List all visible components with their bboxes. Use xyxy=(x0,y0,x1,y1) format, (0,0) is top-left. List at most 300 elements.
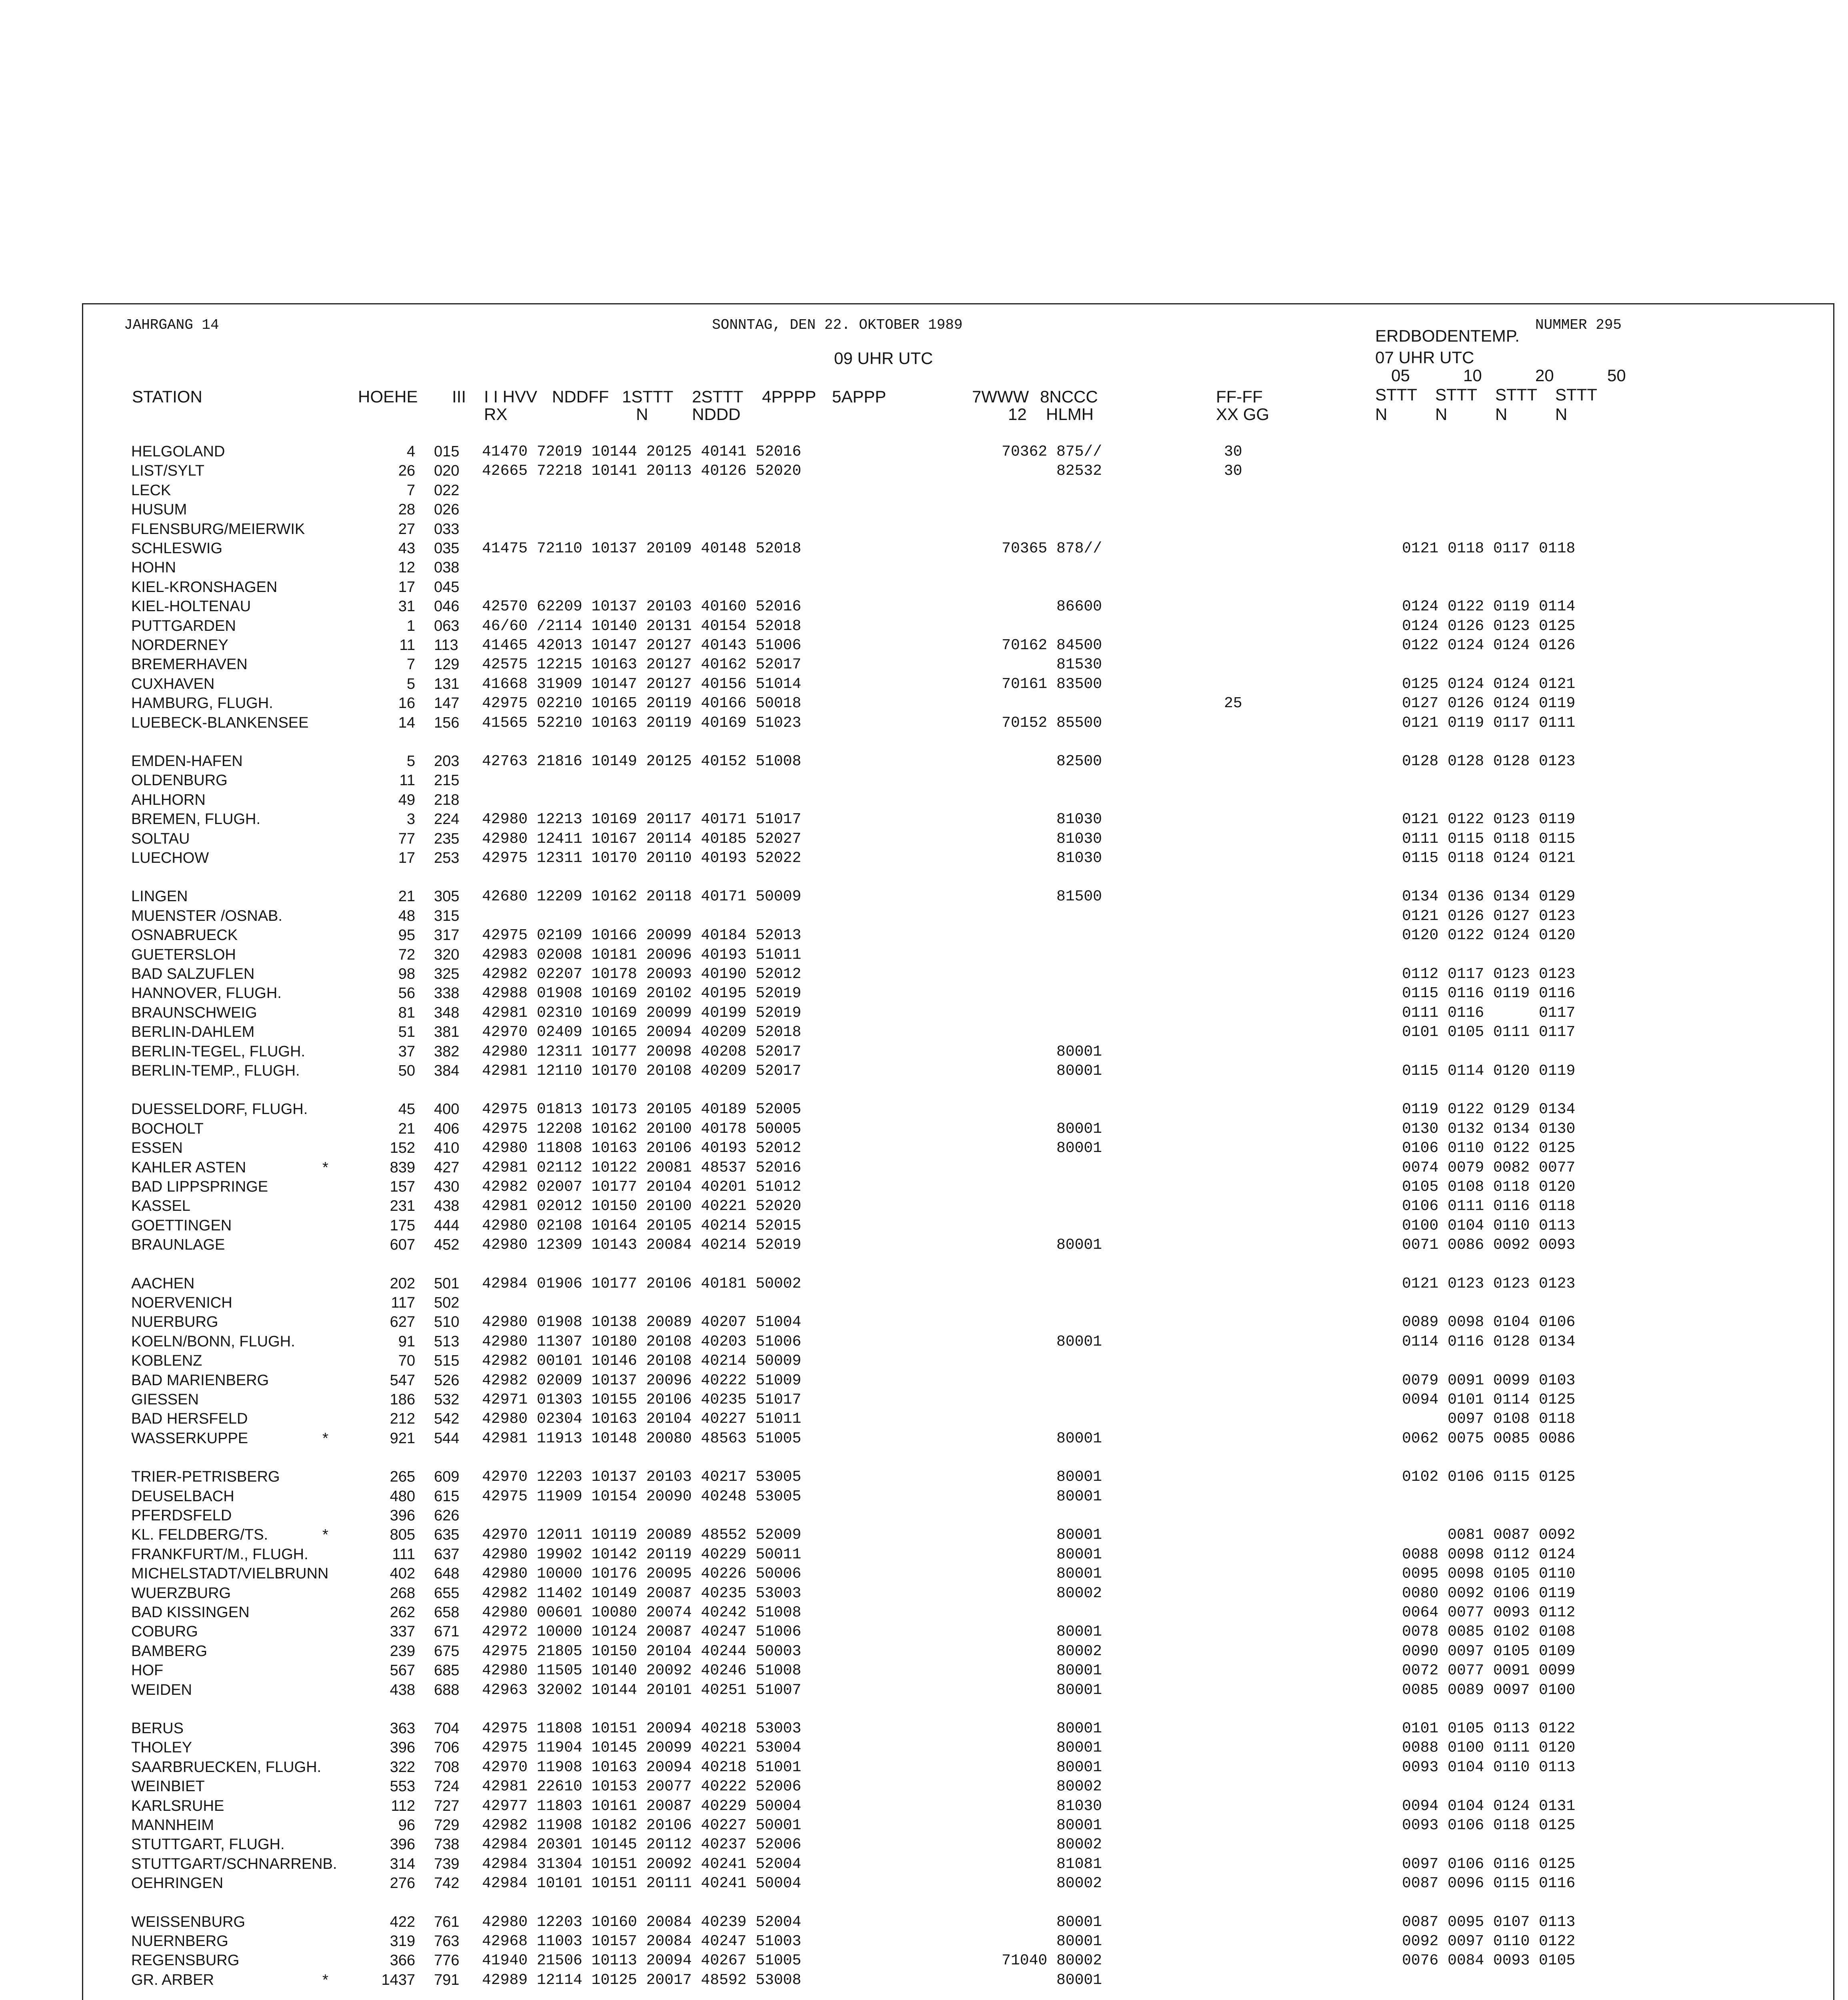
table-row xyxy=(0,1526,1848,1546)
col-soil-sttt-20: STTT xyxy=(1495,385,1537,404)
soil-temps: 0064 0077 0093 0112 xyxy=(1402,1604,1576,1621)
obs-groups: 42970 12203 10137 20103 40217 53005 xyxy=(482,1468,802,1486)
col-station: STATION xyxy=(132,387,202,406)
station-name: MICHELSTADT/VIELBRUNN xyxy=(131,1565,329,1582)
table-row xyxy=(0,1004,1848,1024)
synop-groups: 70152 85500 xyxy=(1002,714,1102,732)
soil-temps: 0115 0116 0119 0116 xyxy=(1402,985,1576,1002)
table-row xyxy=(0,1604,1848,1623)
station-name: BREMERHAVEN xyxy=(131,656,248,673)
soil-temps: 0071 0086 0092 0093 xyxy=(1402,1236,1576,1254)
soil-temps: 0087 0096 0115 0116 xyxy=(1402,1875,1576,1892)
obs-groups: 42971 01303 10155 20106 40235 51017 xyxy=(482,1391,802,1408)
obs-groups: 42980 11505 10140 20092 40246 51008 xyxy=(482,1662,802,1679)
table-row xyxy=(0,830,1848,850)
station-height: 45 xyxy=(398,1101,415,1118)
station-height: 50 xyxy=(398,1062,415,1079)
station-name: MUENSTER /OSNAB. xyxy=(131,908,282,924)
synop-groups: 82500 xyxy=(1056,753,1102,770)
time-label: 09 UHR UTC xyxy=(834,349,933,368)
synop-groups: 80001 xyxy=(1056,1933,1102,1950)
station-height: 43 xyxy=(398,540,415,557)
station-number: 685 xyxy=(434,1662,460,1679)
table-row xyxy=(0,1275,1848,1294)
station-height: 402 xyxy=(390,1565,415,1582)
station-height: 1 xyxy=(406,618,415,634)
station-height: 175 xyxy=(390,1217,415,1234)
table-row xyxy=(0,1043,1848,1062)
station-name: NUERNBERG xyxy=(131,1933,228,1950)
station-height: 56 xyxy=(398,985,415,1002)
obs-groups: 42980 19902 10142 20119 40229 50011 xyxy=(482,1546,802,1563)
table-row xyxy=(0,908,1848,927)
soil-temps: 0090 0097 0105 0109 xyxy=(1402,1643,1576,1660)
obs-groups: 42984 31304 10151 20092 40241 52004 xyxy=(482,1856,802,1873)
station-name: GIESSEN xyxy=(131,1391,199,1408)
synop-groups: 80001 xyxy=(1056,1120,1102,1138)
station-name: BERLIN-TEMP., FLUGH. xyxy=(131,1062,300,1079)
station-number: 384 xyxy=(434,1062,460,1079)
synop-groups: 80002 xyxy=(1056,1778,1102,1795)
soil-temps: 0121 0123 0123 0123 xyxy=(1402,1275,1576,1292)
station-number: 235 xyxy=(434,830,460,847)
station-name: DEUSELBACH xyxy=(131,1488,234,1505)
table-row xyxy=(0,1468,1848,1488)
station-name: WEIDEN xyxy=(131,1682,192,1698)
station-number: 348 xyxy=(434,1004,460,1021)
col-soil-sttt-10: STTT xyxy=(1435,385,1477,404)
table-row xyxy=(0,1662,1848,1681)
station-name: PUTTGARDEN xyxy=(131,618,236,634)
station-number: 131 xyxy=(434,676,460,692)
station-height: 112 xyxy=(391,1798,415,1814)
station-height: 607 xyxy=(390,1236,415,1253)
soil-temps: 0130 0132 0134 0130 xyxy=(1402,1120,1576,1138)
station-number: 406 xyxy=(434,1120,460,1137)
table-row xyxy=(0,985,1848,1004)
obs-groups: 42570 62209 10137 20103 40160 52016 xyxy=(482,598,802,615)
soil-temps: 0122 0124 0124 0126 xyxy=(1402,637,1576,654)
soil-temps: 0111 0115 0118 0115 xyxy=(1402,830,1576,848)
table-row xyxy=(0,1333,1848,1352)
soil-temps: 0100 0104 0110 0113 xyxy=(1402,1217,1576,1234)
synop-groups: 80002 xyxy=(1056,1643,1102,1660)
table-row xyxy=(0,1101,1848,1120)
station-name: SOLTAU xyxy=(131,830,190,847)
soil-temps: 0101 0105 0113 0122 xyxy=(1402,1720,1576,1737)
col-depth-50: 50 xyxy=(1607,366,1626,385)
station-height: 5 xyxy=(406,753,415,770)
station-number: 544 xyxy=(434,1430,460,1447)
station-height: 31 xyxy=(398,598,415,615)
obs-groups: 42975 21805 10150 20104 40244 50003 xyxy=(482,1643,802,1660)
station-name: THOLEY xyxy=(131,1739,192,1756)
station-number: 430 xyxy=(434,1178,460,1195)
station-number: 033 xyxy=(434,521,460,538)
table-row xyxy=(0,1778,1848,1797)
station-name: WEISSENBURG xyxy=(131,1914,246,1930)
synop-groups: 70362 875// xyxy=(1002,443,1102,460)
col-iii: III xyxy=(452,387,466,406)
station-height: 16 xyxy=(398,695,415,712)
soil-temps: 0080 0092 0106 0119 xyxy=(1402,1585,1576,1602)
station-number: 400 xyxy=(434,1101,460,1118)
soil-temps: 0101 0105 0111 0117 xyxy=(1402,1024,1576,1041)
synop-groups: 80001 xyxy=(1056,1430,1102,1447)
station-name: WEINBIET xyxy=(131,1778,205,1795)
table-row xyxy=(0,1372,1848,1391)
soil-temps: 0076 0084 0093 0105 xyxy=(1402,1952,1576,1969)
soil-temps: 0078 0085 0102 0108 xyxy=(1402,1623,1576,1640)
table-row xyxy=(0,1682,1848,1701)
col-soil-sttt-50: STTT xyxy=(1555,385,1597,404)
station-height: 1437 xyxy=(381,1972,415,1988)
station-name: LUEBECK-BLANKENSEE xyxy=(131,714,309,731)
obs-groups: 42981 02310 10169 20099 40199 52019 xyxy=(482,1004,802,1022)
station-name: BAD LIPPSPRINGE xyxy=(131,1178,268,1195)
station-number: 635 xyxy=(434,1526,460,1543)
station-height: 28 xyxy=(398,501,415,518)
station-number: 724 xyxy=(434,1778,460,1795)
station-height: 5 xyxy=(406,676,415,692)
station-number: 026 xyxy=(434,501,460,518)
table-row xyxy=(0,1759,1848,1778)
table-row xyxy=(0,811,1848,830)
synop-groups: 80001 xyxy=(1056,1565,1102,1582)
station-name: LUECHOW xyxy=(131,850,209,866)
soil-temp-title: ERDBODENTEMP. xyxy=(1375,326,1520,345)
station-height: 157 xyxy=(390,1178,415,1195)
station-number: 615 xyxy=(434,1488,460,1505)
station-number: 035 xyxy=(434,540,460,557)
table-row xyxy=(0,637,1848,656)
station-name: LINGEN xyxy=(131,888,188,905)
station-name: ESSEN xyxy=(131,1140,183,1156)
station-height: 4 xyxy=(406,443,415,460)
col-2sttt: 2STTT xyxy=(692,387,744,406)
station-height: 3 xyxy=(406,811,415,828)
table-row xyxy=(0,1623,1848,1642)
table-row xyxy=(0,559,1848,578)
table-row xyxy=(0,714,1848,734)
station-name: OLDENBURG xyxy=(131,772,228,789)
table-row xyxy=(0,1178,1848,1198)
soil-temps: 0112 0117 0123 0123 xyxy=(1402,966,1576,983)
soil-temps: 0081 0087 0092 xyxy=(1402,1526,1576,1544)
station-number: 542 xyxy=(434,1410,460,1427)
obs-groups: 42980 10000 10176 20095 40226 50006 xyxy=(482,1565,802,1582)
soil-temp-time: 07 UHR UTC xyxy=(1375,348,1474,367)
obs-groups: 42975 12311 10170 20110 40193 52022 xyxy=(482,850,802,867)
synop-groups: 81500 xyxy=(1056,888,1102,905)
station-height: 26 xyxy=(398,462,415,479)
soil-temps: 0087 0095 0107 0113 xyxy=(1402,1914,1576,1931)
obs-groups: 42988 01908 10169 20102 40195 52019 xyxy=(482,985,802,1002)
station-name: DUESSELDORF, FLUGH. xyxy=(131,1101,308,1118)
table-row xyxy=(0,1488,1848,1507)
obs-groups: 42575 12215 10163 20127 40162 52017 xyxy=(482,656,802,673)
station-height: 553 xyxy=(390,1778,415,1795)
col-ff-ff: FF-FF xyxy=(1216,387,1263,406)
synop-groups: 70161 83500 xyxy=(1002,676,1102,693)
obs-groups: 42680 12209 10162 20118 40171 50009 xyxy=(482,888,802,905)
station-height: 438 xyxy=(390,1682,415,1698)
obs-groups: 42970 12011 10119 20089 48552 52009 xyxy=(482,1526,802,1544)
station-number: 224 xyxy=(434,811,460,828)
soil-temps: 0121 0118 0117 0118 xyxy=(1402,540,1576,557)
station-height: 480 xyxy=(390,1488,415,1505)
station-height: 322 xyxy=(390,1759,415,1776)
col-nddff: NDDFF xyxy=(552,387,609,406)
soil-temps: 0121 0119 0117 0111 xyxy=(1402,714,1576,732)
synop-groups: 70162 84500 xyxy=(1002,637,1102,654)
soil-temps: 0121 0122 0123 0119 xyxy=(1402,811,1576,828)
station-number: 763 xyxy=(434,1933,460,1950)
station-number: 513 xyxy=(434,1333,460,1350)
station-number: 515 xyxy=(434,1352,460,1369)
table-row xyxy=(0,618,1848,637)
station-number: 113 xyxy=(434,637,458,654)
obs-groups: 42982 11908 10182 20106 40227 50001 xyxy=(482,1817,802,1834)
station-number: 381 xyxy=(434,1024,460,1040)
station-name: NOERVENICH xyxy=(131,1294,232,1311)
station-height: 111 xyxy=(392,1546,415,1563)
table-row xyxy=(0,1933,1848,1952)
station-height: 17 xyxy=(398,579,415,596)
station-name: SCHLESWIG xyxy=(131,540,223,557)
table-row xyxy=(0,1972,1848,1991)
station-name: GOETTINGEN xyxy=(131,1217,232,1234)
station-name: BREMEN, FLUGH. xyxy=(131,811,261,828)
obs-groups: 42975 11808 10151 20094 40218 53003 xyxy=(482,1720,802,1737)
table-row xyxy=(0,1198,1848,1217)
mountain-marker: * xyxy=(322,1972,328,1988)
obs-groups: 42970 11908 10163 20094 40218 51001 xyxy=(482,1759,802,1776)
soil-temps: 0115 0114 0120 0119 xyxy=(1402,1062,1576,1080)
synop-groups: 80001 xyxy=(1056,1062,1102,1080)
soil-temps: 0095 0098 0105 0110 xyxy=(1402,1565,1576,1582)
col-7www-12: 12 xyxy=(1008,405,1027,424)
station-number: 410 xyxy=(434,1140,460,1156)
station-name: MANNHEIM xyxy=(131,1817,214,1834)
soil-temps: 0134 0136 0134 0129 xyxy=(1402,888,1576,905)
obs-groups: 42982 02009 10137 20096 40222 51009 xyxy=(482,1372,802,1389)
station-number: 338 xyxy=(434,985,460,1002)
table-row xyxy=(0,1817,1848,1836)
station-number: 147 xyxy=(434,695,460,712)
station-number: 738 xyxy=(434,1836,460,1853)
station-number: 776 xyxy=(434,1952,460,1969)
table-row xyxy=(0,1236,1848,1256)
synop-groups: 71040 80002 xyxy=(1002,1952,1102,1969)
station-height: 70 xyxy=(398,1352,415,1369)
station-number: 526 xyxy=(434,1372,460,1389)
table-row xyxy=(0,521,1848,540)
obs-groups: 42984 20301 10145 20112 40237 52006 xyxy=(482,1836,802,1853)
station-name: HUSUM xyxy=(131,501,187,518)
station-number: 203 xyxy=(434,753,460,770)
synop-groups: 80001 xyxy=(1056,1043,1102,1060)
station-height: 627 xyxy=(390,1314,415,1330)
station-number: 791 xyxy=(434,1972,460,1988)
station-name: KAHLER ASTEN xyxy=(131,1159,246,1176)
table-row xyxy=(0,598,1848,617)
station-name: BAD KISSINGEN xyxy=(131,1604,250,1621)
soil-temps: 0106 0111 0116 0118 xyxy=(1402,1198,1576,1215)
table-row xyxy=(0,1856,1848,1875)
obs-groups: 42763 21816 10149 20125 40152 51008 xyxy=(482,753,802,770)
station-number: 688 xyxy=(434,1682,460,1698)
col-rx: RX xyxy=(484,405,508,424)
synop-groups: 80001 xyxy=(1056,1546,1102,1563)
station-name: KARLSRUHE xyxy=(131,1798,224,1814)
obs-groups: 41565 52210 10163 20119 40169 51023 xyxy=(482,714,802,732)
obs-groups: 41470 72019 10144 20125 40141 52016 xyxy=(482,443,802,460)
station-height: 98 xyxy=(398,966,415,982)
obs-groups: 42982 02007 10177 20104 40201 51012 xyxy=(482,1178,802,1196)
station-height: 7 xyxy=(406,656,415,673)
obs-groups: 42980 12213 10169 20117 40171 51017 xyxy=(482,811,802,828)
soil-temps: 0121 0126 0127 0123 xyxy=(1402,908,1576,925)
station-height: 567 xyxy=(390,1662,415,1679)
table-row xyxy=(0,888,1848,907)
station-number: 708 xyxy=(434,1759,460,1776)
table-row xyxy=(0,1739,1848,1758)
table-row xyxy=(0,792,1848,811)
soil-temps: 0105 0108 0118 0120 xyxy=(1402,1178,1576,1196)
station-number: 215 xyxy=(434,772,460,789)
soil-temps: 0094 0101 0114 0125 xyxy=(1402,1391,1576,1408)
synop-groups: 80001 xyxy=(1056,1526,1102,1544)
obs-groups: 42982 00101 10146 20108 40214 50009 xyxy=(482,1352,802,1370)
station-height: 839 xyxy=(390,1159,415,1176)
col-height: HOEHE xyxy=(358,387,418,406)
col-4pppp: 4PPPP xyxy=(762,387,816,406)
soil-temps: 0079 0091 0099 0103 xyxy=(1402,1372,1576,1389)
col-xx-gg: XX GG xyxy=(1216,405,1270,424)
station-name: KIEL-HOLTENAU xyxy=(131,598,251,615)
synop-groups: 86600 xyxy=(1056,598,1102,615)
station-number: 438 xyxy=(434,1198,460,1214)
table-row xyxy=(0,1546,1848,1565)
station-name: GR. ARBER xyxy=(131,1972,214,1988)
table-row xyxy=(0,946,1848,966)
station-number: 626 xyxy=(434,1507,460,1524)
table-row xyxy=(0,1952,1848,1971)
obs-groups: 42981 22610 10153 20077 40222 52006 xyxy=(482,1778,802,1795)
table-row xyxy=(0,695,1848,714)
col-1sttt: 1STTT xyxy=(622,387,674,406)
station-number: 671 xyxy=(434,1623,460,1640)
obs-groups: 42982 11402 10149 20087 40235 53003 xyxy=(482,1585,802,1602)
obs-groups: 42980 00601 10080 20074 40242 51008 xyxy=(482,1604,802,1621)
station-height: 96 xyxy=(398,1817,415,1834)
col-soil-n-05: N xyxy=(1375,405,1388,424)
synop-groups: 80001 xyxy=(1056,1468,1102,1486)
station-number: 532 xyxy=(434,1391,460,1408)
table-row xyxy=(0,1217,1848,1236)
synop-groups: 80001 xyxy=(1056,1720,1102,1737)
station-number: 510 xyxy=(434,1314,460,1330)
col-depth-10: 10 xyxy=(1463,366,1482,385)
table-row xyxy=(0,772,1848,791)
station-height: 212 xyxy=(390,1410,415,1427)
station-height: 396 xyxy=(390,1739,415,1756)
station-height: 202 xyxy=(390,1275,415,1292)
gust-groups: 30 xyxy=(1224,443,1242,460)
station-number: 704 xyxy=(434,1720,460,1737)
obs-groups: 41940 21506 10113 20094 40267 51005 xyxy=(482,1952,802,1969)
synop-groups: 80001 xyxy=(1056,1759,1102,1776)
station-name: BERLIN-TEGEL, FLUGH. xyxy=(131,1043,305,1060)
station-height: 231 xyxy=(390,1198,415,1214)
station-height: 422 xyxy=(390,1914,415,1930)
synop-groups: 80001 xyxy=(1056,1972,1102,1989)
station-height: 268 xyxy=(390,1585,415,1602)
station-number: 045 xyxy=(434,579,460,596)
station-number: 444 xyxy=(434,1217,460,1234)
station-name: KOBLENZ xyxy=(131,1352,202,1369)
soil-temps: 0072 0077 0091 0099 xyxy=(1402,1662,1576,1679)
obs-groups: 42984 10101 10151 20111 40241 50004 xyxy=(482,1875,802,1892)
gust-groups: 25 xyxy=(1224,695,1242,712)
station-height: 17 xyxy=(398,850,415,866)
table-row xyxy=(0,1159,1848,1178)
station-number: 452 xyxy=(434,1236,460,1253)
soil-temps: 0124 0122 0119 0114 xyxy=(1402,598,1576,615)
obs-groups: 42980 02108 10164 20105 40214 52015 xyxy=(482,1217,802,1234)
station-name: NORDERNEY xyxy=(131,637,228,654)
station-name: AACHEN xyxy=(131,1275,195,1292)
station-name: STUTTGART/SCHNARRENB. xyxy=(131,1856,337,1872)
station-height: 72 xyxy=(398,946,415,963)
synop-groups: 81030 xyxy=(1056,1798,1102,1815)
station-name: WASSERKUPPE xyxy=(131,1430,248,1447)
soil-temps: 0085 0089 0097 0100 xyxy=(1402,1682,1576,1699)
obs-groups: 42989 12114 10125 20017 48592 53008 xyxy=(482,1972,802,1989)
col-soil-n-10: N xyxy=(1435,405,1448,424)
gust-groups: 30 xyxy=(1224,462,1242,480)
station-name: KASSEL xyxy=(131,1198,190,1214)
soil-temps: 0097 0106 0116 0125 xyxy=(1402,1856,1576,1873)
station-number: 427 xyxy=(434,1159,460,1176)
station-name: BAD SALZUFLEN xyxy=(131,966,255,982)
synop-groups: 80001 xyxy=(1056,1817,1102,1834)
synop-groups: 80001 xyxy=(1056,1488,1102,1505)
table-row xyxy=(0,579,1848,598)
mountain-marker: * xyxy=(322,1526,328,1543)
table-row xyxy=(0,1836,1848,1855)
station-number: 655 xyxy=(434,1585,460,1602)
station-name: BERLIN-DAHLEM xyxy=(131,1024,255,1040)
obs-groups: 46/60 /2114 10140 20131 40154 52018 xyxy=(482,618,802,635)
table-row xyxy=(0,1294,1848,1314)
table-row xyxy=(0,1643,1848,1662)
station-name: LECK xyxy=(131,482,171,499)
col-depth-05: 05 xyxy=(1391,366,1410,385)
synop-groups: 80002 xyxy=(1056,1875,1102,1892)
station-name: HELGOLAND xyxy=(131,443,225,460)
station-number: 739 xyxy=(434,1856,460,1872)
synop-groups: 80001 xyxy=(1056,1914,1102,1931)
obs-groups: 42980 12311 10177 20098 40208 52017 xyxy=(482,1043,802,1060)
station-number: 729 xyxy=(434,1817,460,1834)
table-row xyxy=(0,1720,1848,1739)
obs-groups: 42981 02012 10150 20100 40221 52020 xyxy=(482,1198,802,1215)
station-name: NUERBURG xyxy=(131,1314,218,1330)
station-name: GUETERSLOH xyxy=(131,946,236,963)
station-number: 501 xyxy=(434,1275,460,1292)
